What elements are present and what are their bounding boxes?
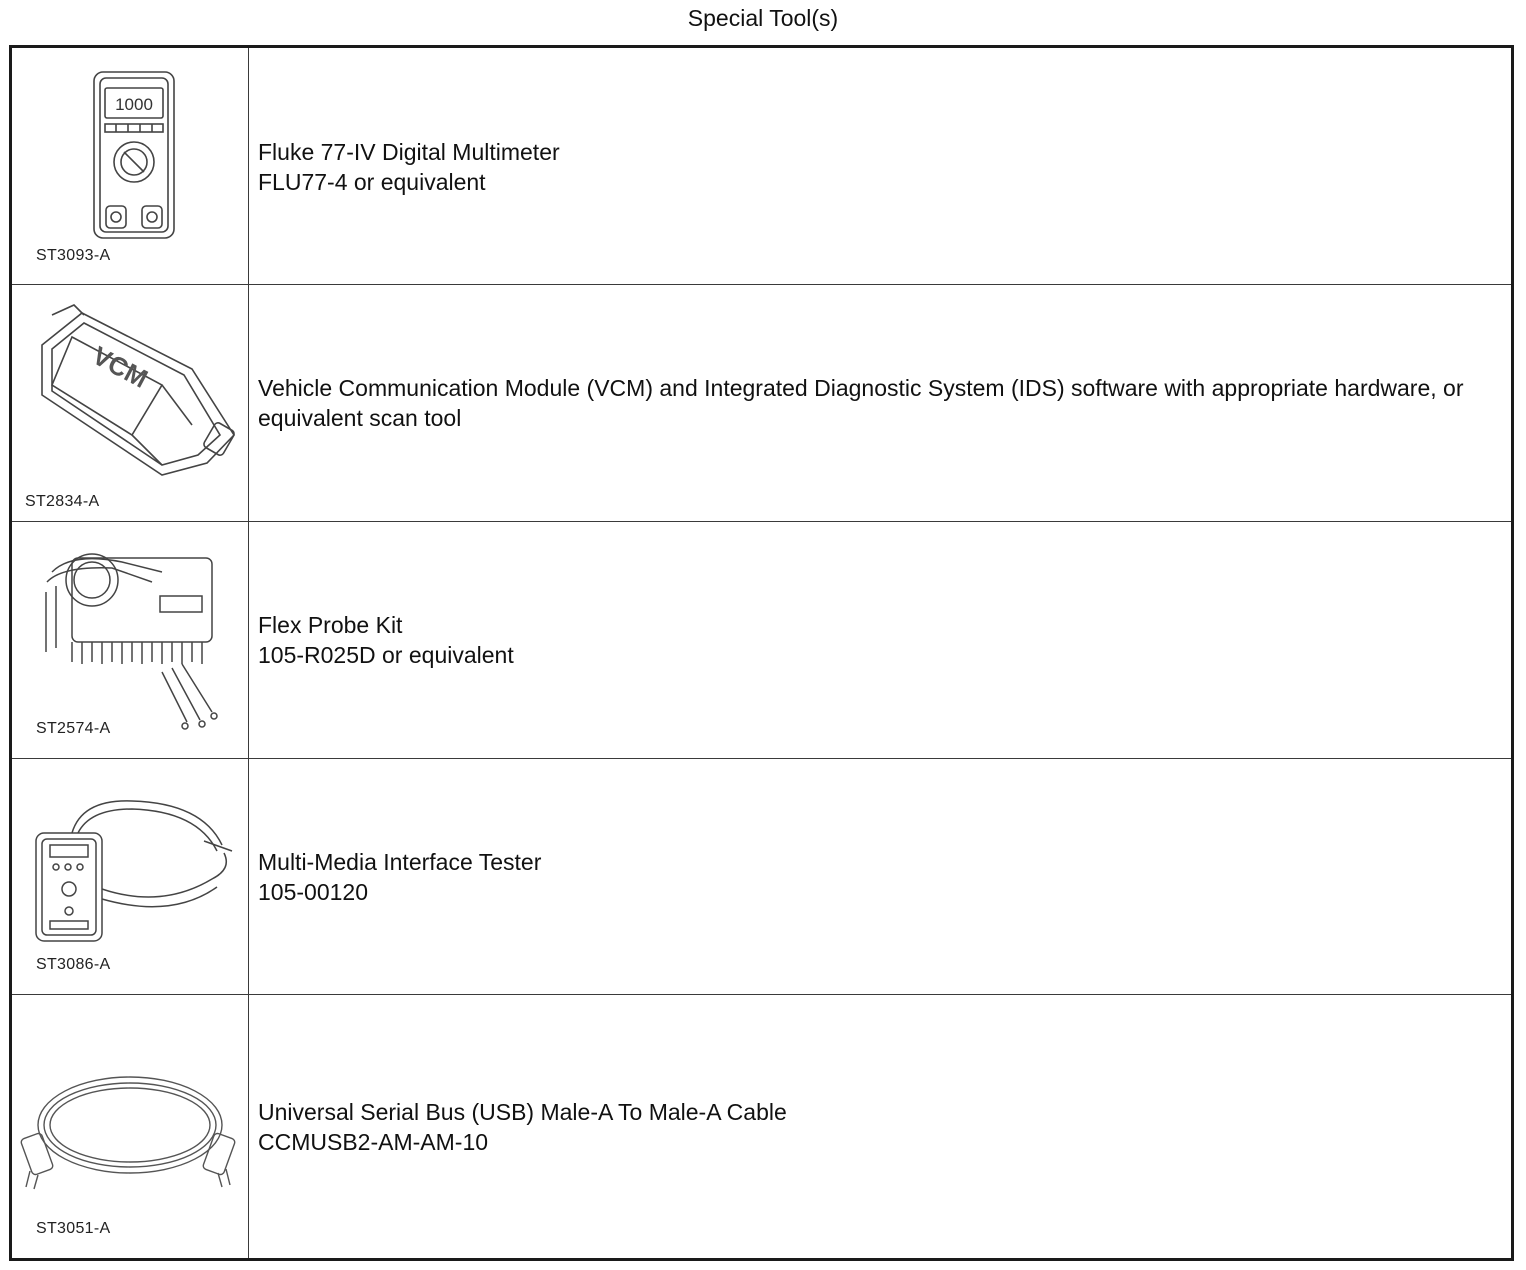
table-row (12, 759, 1511, 995)
tool-description (258, 373, 1491, 433)
tool-description (258, 1097, 1491, 1157)
tool-part-number: 105-00120 (258, 879, 368, 905)
tool-description (258, 137, 1491, 197)
tool-image-cell (12, 522, 249, 758)
tool-image-cell (12, 759, 249, 994)
vcm-module-icon (12, 285, 248, 521)
usb-cable-icon (12, 995, 248, 1258)
tool-part-number: 105-R025D or equivalent (258, 642, 514, 668)
tool-image-cell (12, 48, 249, 284)
tool-code: ST3093-A (36, 247, 111, 264)
table-row (12, 522, 1511, 759)
table-row (12, 995, 1511, 1258)
table-row (12, 48, 1511, 285)
tool-part-number: CCMUSB2-AM-AM-10 (258, 1129, 489, 1155)
tool-image-cell (12, 995, 249, 1258)
tool-part-number: FLU77-4 or equivalent (258, 169, 486, 195)
special-tools-table (9, 45, 1514, 1261)
tool-code: ST3051-A (36, 1220, 111, 1237)
tool-name: Multi-Media Interface Tester (258, 849, 542, 875)
tool-code: ST2834-A (25, 493, 100, 510)
tool-description (258, 610, 1491, 670)
tool-description (258, 847, 1491, 907)
vcm-label-text: VCM (87, 340, 153, 394)
tool-name: Universal Serial Bus (USB) Male-A To Male-A Cable (258, 1099, 787, 1125)
multimeter-display-text: 1000 (115, 95, 153, 114)
tool-code: ST3086-A (36, 956, 111, 973)
tool-name: Vehicle Communication Module (VCM) and Integrated Diagnostic System (IDS) software with appropriate hardware, or equivalent scan tool (258, 375, 1464, 431)
tool-image-cell (12, 285, 249, 521)
tool-code: ST2574-A (36, 720, 111, 737)
tool-name: Flex Probe Kit (258, 612, 403, 638)
page-title: Special Tool(s) (687, 5, 839, 31)
tool-name: Fluke 77-IV Digital Multimeter (258, 139, 560, 165)
table-row (12, 285, 1511, 522)
